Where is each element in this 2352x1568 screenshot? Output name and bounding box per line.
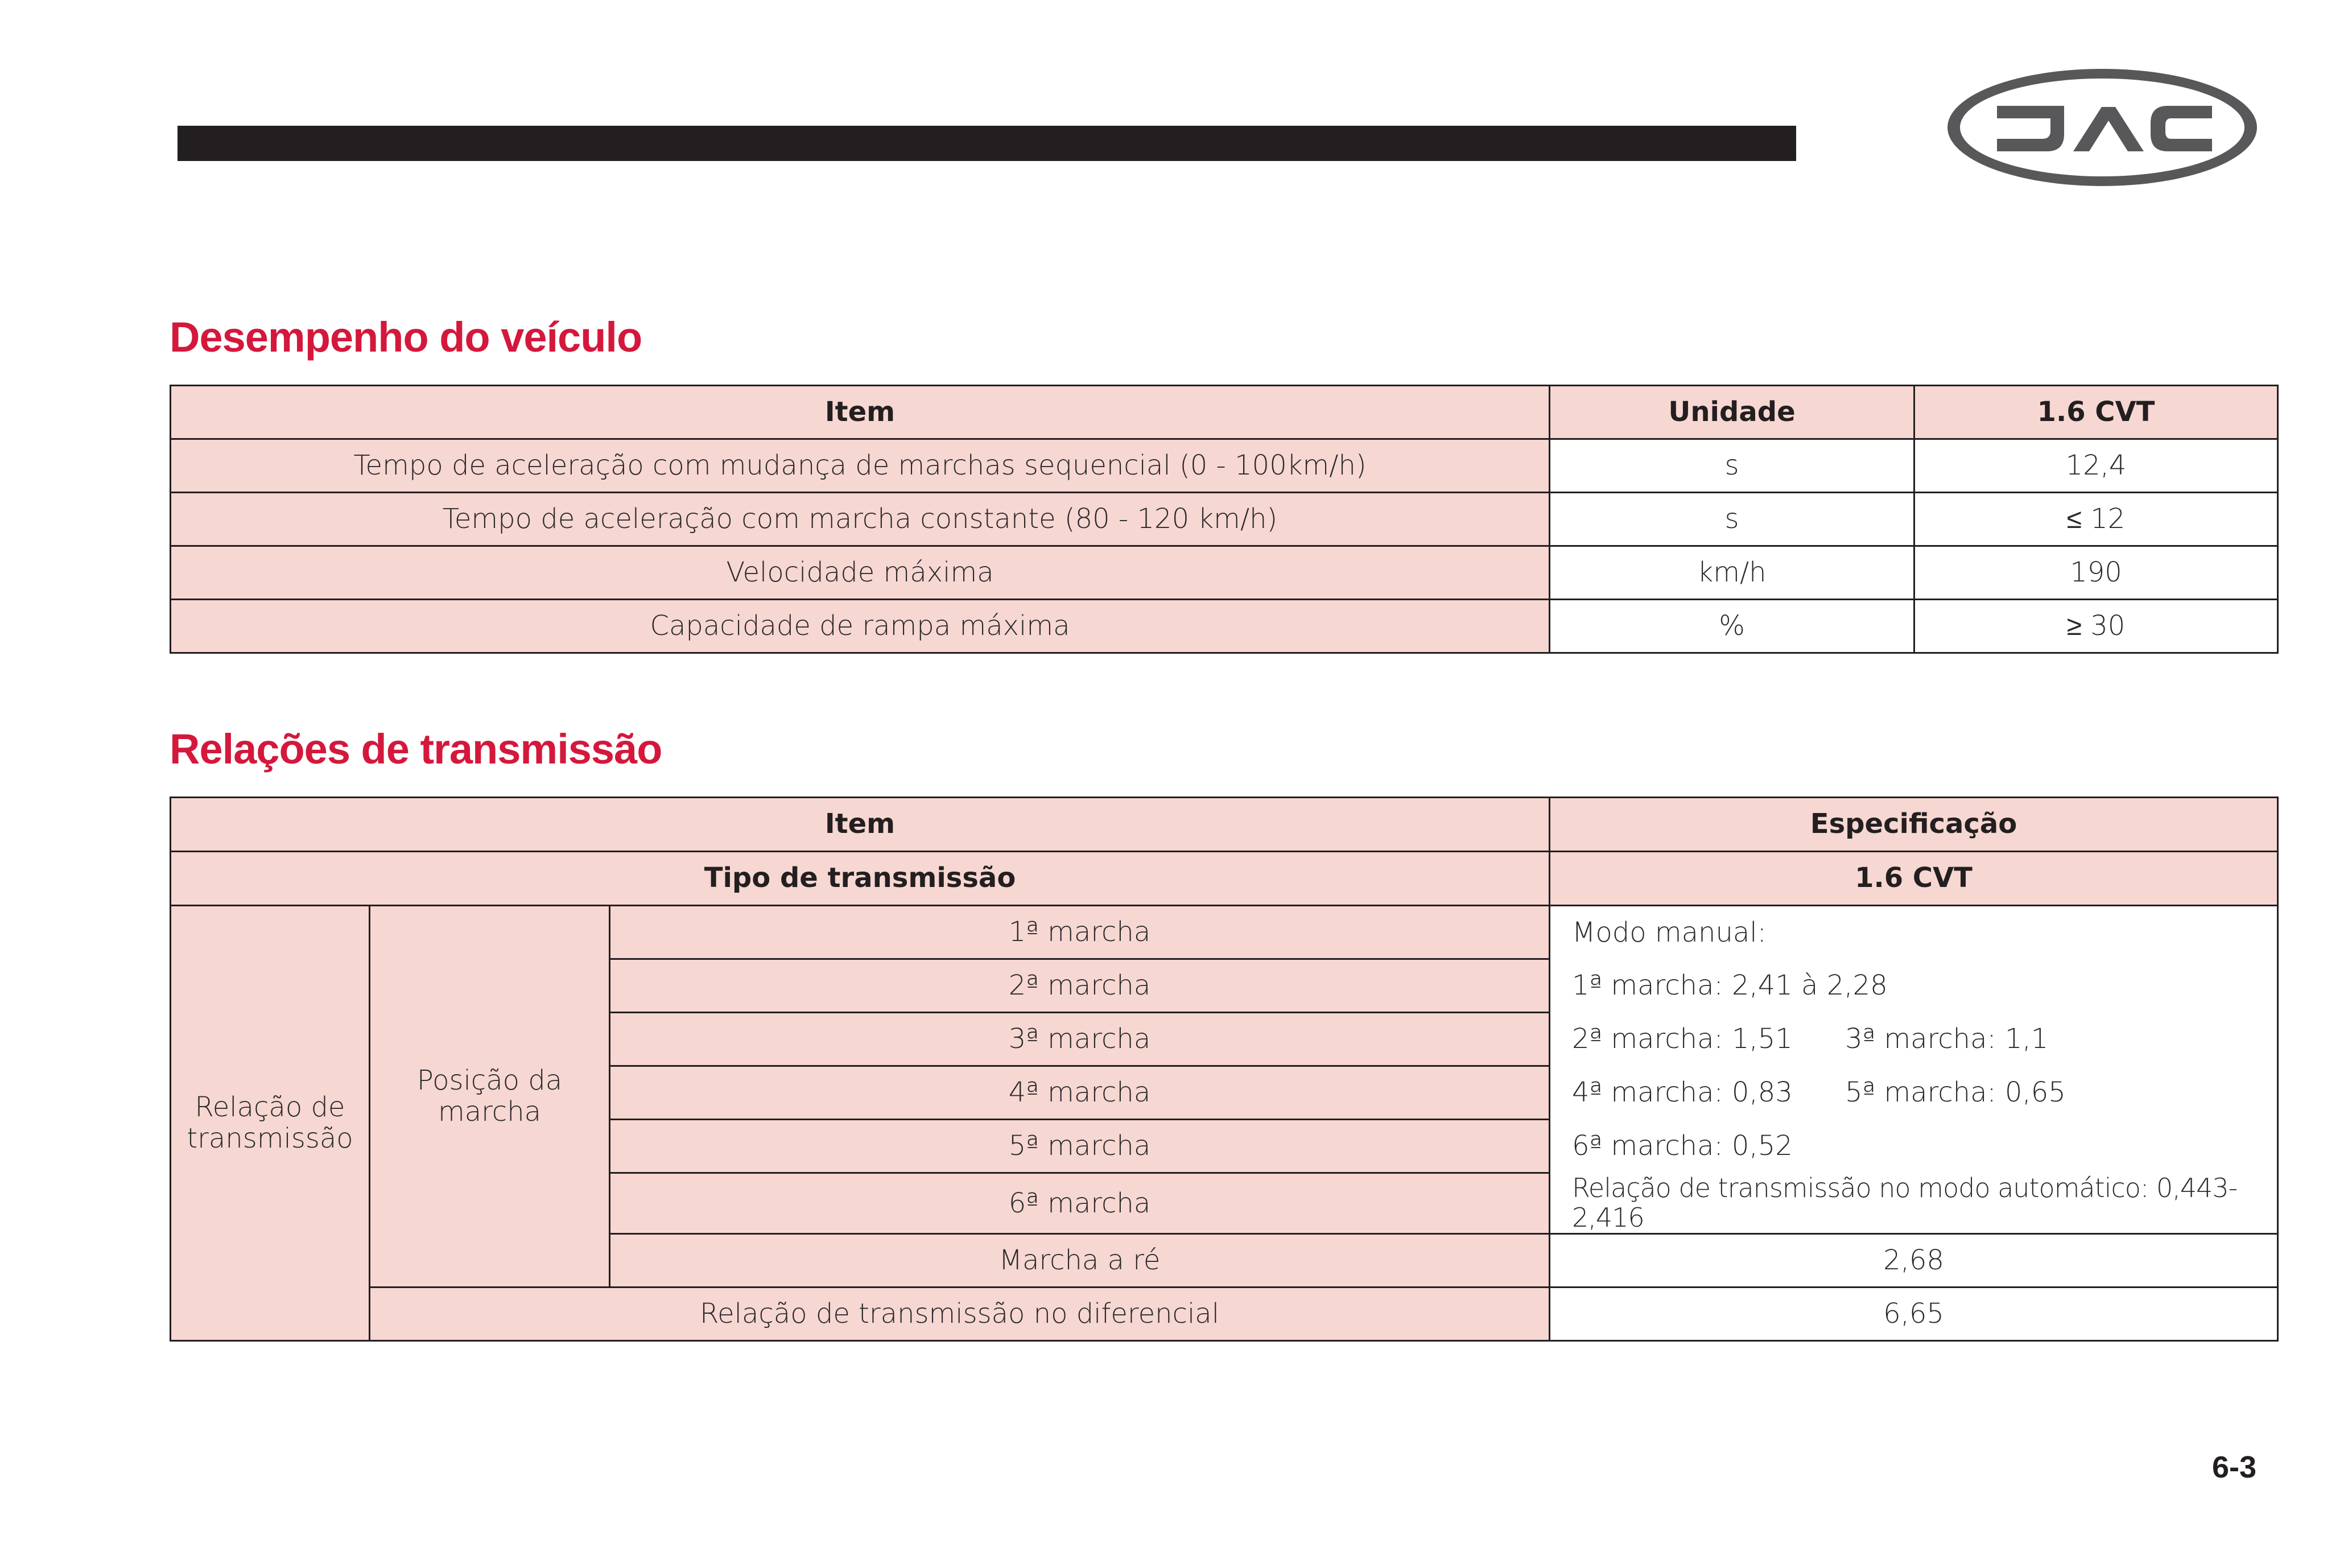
header-unit: Unidade bbox=[1550, 386, 1914, 439]
row-item: Velocidade máxima bbox=[171, 546, 1550, 600]
table-row bbox=[171, 600, 2278, 653]
gear-label: 2ª marcha bbox=[610, 959, 1550, 1013]
jac-logo bbox=[1945, 66, 2260, 189]
row-unit: s bbox=[1550, 439, 1914, 493]
transmission-header-row bbox=[171, 798, 2278, 852]
spec-line-pair bbox=[1550, 1066, 2278, 1120]
spec-gear5: 5ª marcha: 0,65 bbox=[1845, 1076, 2066, 1108]
spec-gear4: 4ª marcha: 0,83 bbox=[1572, 1076, 1793, 1108]
spec-line-pair bbox=[1550, 1013, 2278, 1066]
gear-label: 1ª marcha bbox=[610, 906, 1550, 959]
gear-label: 3ª marcha bbox=[610, 1013, 1550, 1066]
header-item: Item bbox=[171, 386, 1550, 439]
table-row bbox=[171, 493, 2278, 546]
header-bar bbox=[178, 126, 1796, 161]
spec-gear3: 3ª marcha: 1,1 bbox=[1845, 1022, 2049, 1055]
performance-header-row bbox=[171, 386, 2278, 439]
differential-value: 6,65 bbox=[1550, 1288, 2278, 1341]
row-value: 190 bbox=[1914, 546, 2278, 600]
reverse-value: 2,68 bbox=[1550, 1234, 2278, 1288]
spec-gear2: 2ª marcha: 1,51 bbox=[1572, 1022, 1793, 1055]
row-item: Tempo de aceleração com mudança de marchas sequencial (0 - 100km/h) bbox=[171, 439, 1550, 493]
row-value: ≤ 12 bbox=[1914, 493, 2278, 546]
table-row bbox=[171, 439, 2278, 493]
type-value: 1.6 CVT bbox=[1550, 852, 2278, 906]
row-unit: km/h bbox=[1550, 546, 1914, 600]
table-row bbox=[171, 1288, 2278, 1341]
table-row bbox=[171, 546, 2278, 600]
transmission-type-row bbox=[171, 852, 2278, 906]
reverse-label: Marcha a ré bbox=[610, 1234, 1550, 1288]
header-item: Item bbox=[171, 798, 1550, 852]
spec-line: 1ª marcha: 2,41 à 2,28 bbox=[1550, 959, 2278, 1013]
differential-label: Relação de transmissão no diferencial bbox=[370, 1288, 1550, 1341]
row-item: Capacidade de rampa máxima bbox=[171, 600, 1550, 653]
group-label: Relação de transmissão bbox=[171, 906, 370, 1341]
header-spec: 1.6 CVT bbox=[1914, 386, 2278, 439]
performance-table bbox=[170, 385, 2279, 654]
transmission-title: Relações de transmissão bbox=[170, 725, 662, 773]
gear-label: 5ª marcha bbox=[610, 1120, 1550, 1173]
performance-title: Desempenho do veículo bbox=[170, 313, 642, 361]
page-number: 6-3 bbox=[2211, 1450, 2256, 1484]
spec-line: 6ª marcha: 0,52 bbox=[1550, 1120, 2278, 1173]
row-value: ≥ 30 bbox=[1914, 600, 2278, 653]
spec-line: Relação de transmissão no modo automático: 0,443-2,416 bbox=[1550, 1173, 2278, 1234]
header-spec: Especificação bbox=[1550, 798, 2278, 852]
spec-line: Modo manual: bbox=[1550, 906, 2278, 959]
row-unit: % bbox=[1550, 600, 1914, 653]
transmission-table bbox=[170, 797, 2279, 1342]
row-value: 12,4 bbox=[1914, 439, 2278, 493]
gear-label: 6ª marcha bbox=[610, 1173, 1550, 1234]
row-item: Tempo de aceleração com marcha constante (80 - 120 km/h) bbox=[171, 493, 1550, 546]
table-row bbox=[171, 906, 2278, 959]
type-label: Tipo de transmissão bbox=[171, 852, 1550, 906]
subgroup-label: Posição da marcha bbox=[370, 906, 610, 1288]
gear-label: 4ª marcha bbox=[610, 1066, 1550, 1120]
row-unit: s bbox=[1550, 493, 1914, 546]
